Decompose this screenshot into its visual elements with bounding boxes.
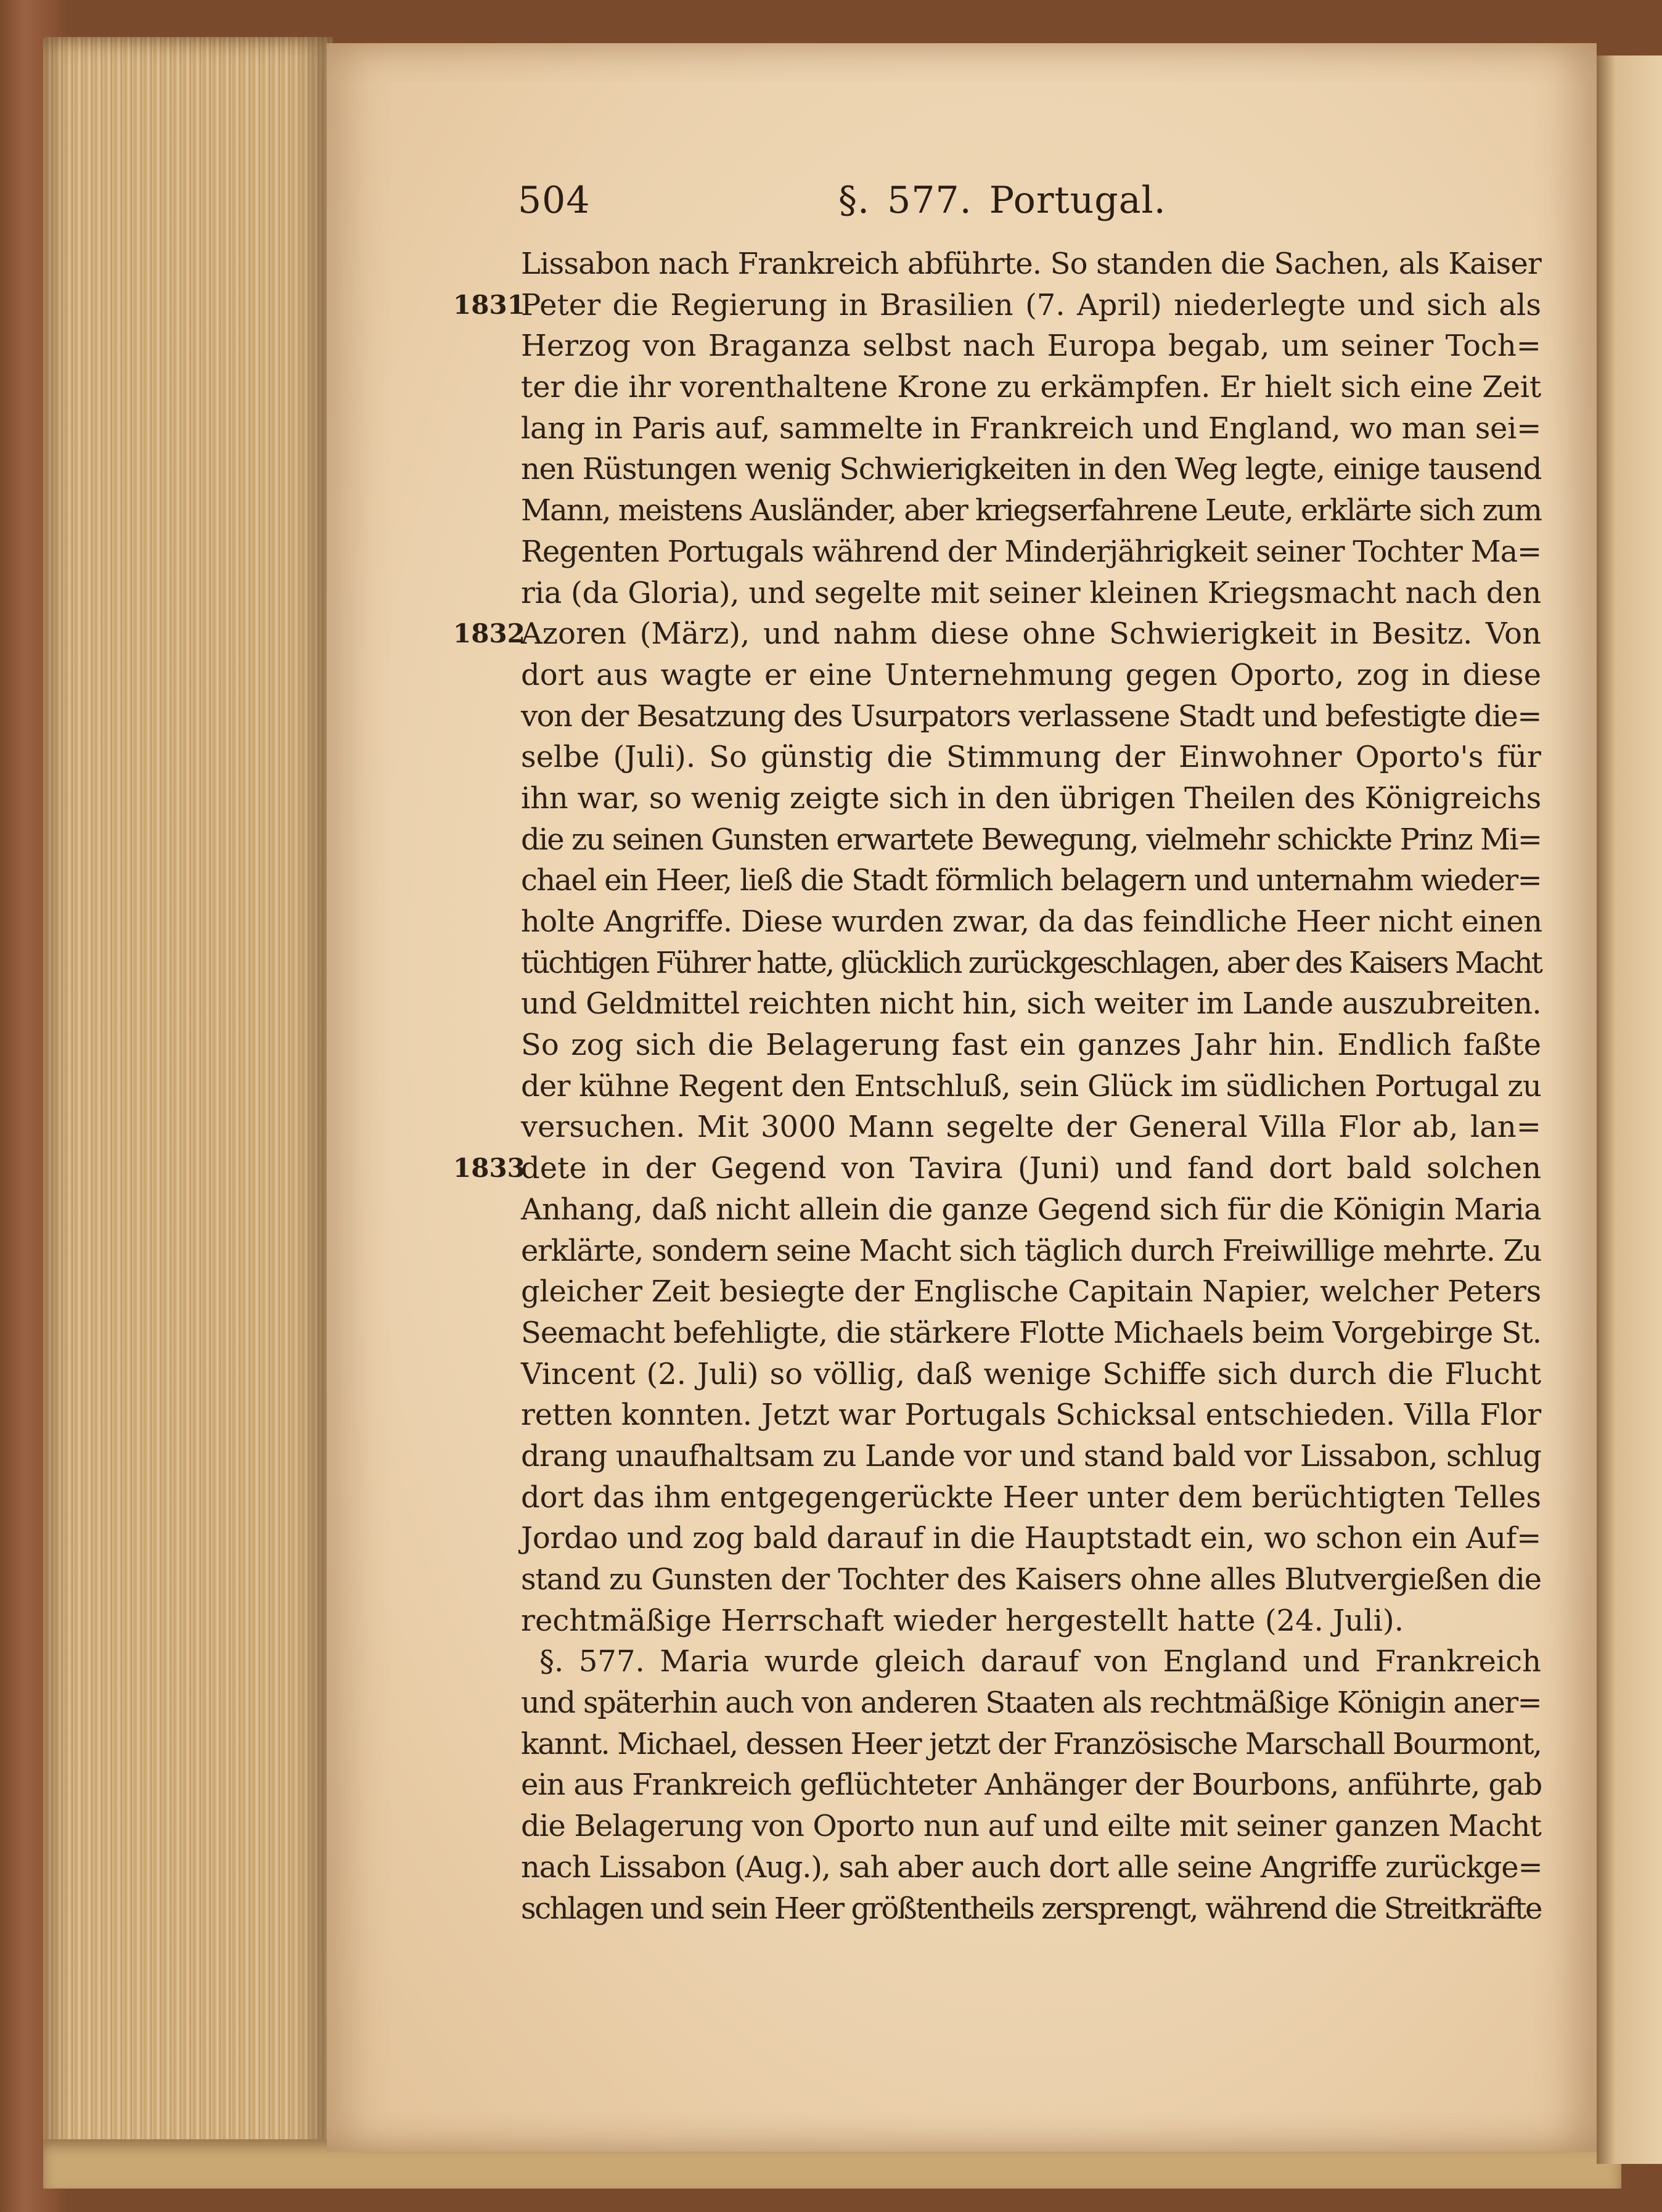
text-line — [521, 983, 1541, 1025]
line-text: retten konnten. Jetzt war Portugals Schicksal entschieden. Villa Flor — [521, 1398, 1541, 1433]
margin-year: 1832 — [453, 618, 525, 649]
text-line — [521, 1189, 1541, 1231]
text-line — [521, 655, 1541, 696]
text-line — [521, 1477, 1541, 1518]
page-title: §. 577. Portugal. — [838, 179, 1166, 222]
text-line — [521, 1518, 1541, 1559]
text-line — [521, 1066, 1541, 1107]
line-text: und späterhin auch von anderen Staaten als rechtmäßige Königin aner= — [521, 1686, 1542, 1721]
line-text: Azoren (März), und nahm diese ohne Schwierigkeit in Besitz. Von — [521, 616, 1541, 652]
line-text: nach Lissabon (Aug.), sah aber auch dort alle seine Angriffe zurückge= — [521, 1849, 1542, 1885]
text-line — [521, 1271, 1541, 1313]
text-line — [521, 1559, 1541, 1600]
text-line — [521, 1764, 1541, 1806]
line-text: selbe (Juli). So günstig die Stimmung der Einwohner Oporto's für — [521, 740, 1541, 775]
text-line — [521, 737, 1541, 778]
line-text: ria (da Gloria), und segelte mit seiner kleinen Kriegsmacht nach den — [521, 575, 1541, 610]
line-text: Regenten Portugals während der Minderjährigkeit seiner Tochter Ma= — [521, 534, 1542, 569]
text-line — [521, 901, 1541, 943]
line-text: ihn war, so wenig zeigte sich in den übrigen Theilen des Königreichs — [521, 780, 1541, 816]
text-line — [521, 1641, 1541, 1682]
line-text: tüchtigen Führer hatte, glücklich zurückgeschlagen, aber des Kaisers Macht — [521, 945, 1541, 980]
page-edges — [43, 37, 333, 2176]
line-text: dete in der Gegend von Tavira (Juni) und fand dort bald solchen — [521, 1151, 1541, 1186]
margin-year: 1831 — [453, 289, 525, 320]
line-text: dort aus wagte er eine Unternehmung gegen Oporto, zog in diese — [521, 657, 1541, 692]
text-line — [521, 1395, 1541, 1436]
line-text: drang unaufhaltsam zu Lande vor und stand bald vor Lissabon, schlug — [521, 1438, 1541, 1473]
line-text: ein aus Frankreich geflüchteter Anhänger der Bourbons, anführte, gab — [521, 1768, 1542, 1803]
line-text: Jordao und zog bald darauf in die Hauptstadt ein, wo schon ein Auf= — [521, 1521, 1542, 1556]
line-text: dort das ihm entgegengerückte Heer unter dem berüchtigten Telles — [521, 1480, 1541, 1515]
line-text: erklärte, sondern seine Macht sich täglich durch Freiwillige mehrte. Zu — [521, 1233, 1541, 1268]
text-line — [521, 1354, 1541, 1395]
line-text: ter die ihr vorenthaltene Krone zu erkämpfen. Er hielt sich eine Zeit — [521, 370, 1542, 405]
text-line — [521, 1682, 1541, 1724]
text-line — [521, 1806, 1541, 1847]
margin-year: 1833 — [453, 1153, 525, 1184]
line-text: holte Angriffe. Diese wurden zwar, da das feindliche Heer nicht einen — [521, 904, 1542, 939]
line-text: gleicher Zeit besiegte der Englische Capitain Napier, welcher Peters — [521, 1274, 1542, 1309]
line-text: stand zu Gunsten der Tochter des Kaisers ohne alles Blutvergießen die — [521, 1562, 1541, 1597]
text-line — [453, 285, 1541, 326]
text-line — [521, 696, 1541, 737]
line-text: So zog sich die Belagerung fast ein ganzes Jahr hin. Endlich faßte — [521, 1028, 1541, 1063]
line-text: Lissabon nach Frankreich abführte. So standen die Sachen, als Kaiser — [521, 247, 1541, 281]
text-line — [521, 326, 1541, 367]
text-line — [453, 613, 1541, 655]
text-line — [521, 367, 1541, 408]
line-text: versuchen. Mit 3000 Mann segelte der General Villa Flor ab, lan= — [521, 1110, 1541, 1145]
text-line — [521, 573, 1541, 614]
line-text: schlagen und sein Heer größtentheils zersprengt, während die Streitkräfte — [521, 1891, 1542, 1926]
text-line — [521, 531, 1541, 573]
text-line — [521, 1436, 1541, 1477]
text-line — [521, 408, 1541, 449]
line-text: die Belagerung von Oporto nun auf und eilte mit seiner ganzen Macht — [521, 1809, 1541, 1844]
text-line — [521, 1313, 1541, 1354]
running-header — [518, 179, 1541, 234]
text-line — [521, 778, 1541, 819]
line-text: die zu seinen Gunsten erwartete Bewegung, vielmehr schickte Prinz Mi= — [521, 822, 1541, 857]
page-number: 504 — [518, 179, 591, 222]
text-line — [521, 1724, 1541, 1765]
text-line — [521, 1231, 1541, 1272]
line-text: Herzog von Braganza selbst nach Europa begab, um seiner Toch= — [521, 329, 1541, 364]
line-text: der kühne Regent den Entschluß, sein Glück im südlichen Portugal zu — [521, 1068, 1542, 1104]
line-text: von der Besatzung des Usurpators verlassene Stadt und befestigte die= — [521, 698, 1542, 734]
line-text: Mann, meistens Ausländer, aber kriegserfahrene Leute, erklärte sich zum — [521, 493, 1542, 528]
line-text: Peter die Regierung in Brasilien (7. April) niederlegte und sich als — [521, 287, 1541, 322]
text-line — [521, 490, 1541, 531]
text-line — [521, 449, 1541, 490]
text-line — [521, 1847, 1541, 1888]
text-line — [521, 244, 1541, 285]
text-line — [521, 943, 1541, 984]
body-text — [453, 244, 1542, 1929]
line-text: Anhang, daß nicht allein die ganze Gegend sich für die Königin Maria — [521, 1192, 1541, 1227]
text-line — [521, 819, 1541, 861]
line-text: nen Rüstungen wenig Schwierigkeiten in den Weg legte, einige tausend — [521, 452, 1541, 487]
line-text: Vincent (2. Juli) so völlig, daß wenige Schiffe sich durch die Flucht — [521, 1356, 1541, 1391]
text-line — [521, 1888, 1541, 1930]
text-line — [521, 1025, 1541, 1066]
text-line — [521, 1600, 1541, 1642]
line-text: §. 577. Maria wurde gleich darauf von England und Frankreich — [539, 1644, 1541, 1679]
facing-page-edge — [1597, 55, 1662, 2164]
line-text: kannt. Michael, dessen Heer jetzt der Französische Marschall Bourmont, — [521, 1726, 1542, 1761]
line-text: und Geldmittel reichten nicht hin, sich weiter im Lande auszubreiten. — [521, 986, 1542, 1022]
line-text: lang in Paris auf, sammelte in Frankreich und England, wo man sei= — [521, 411, 1541, 446]
line-text: chael ein Heer, ließ die Stadt förmlich belagern und unternahm wieder= — [521, 863, 1542, 898]
text-line — [521, 1107, 1541, 1148]
text-line — [453, 1148, 1541, 1189]
line-text: Seemacht befehligte, die stärkere Flotte Michaels beim Vorgebirge St. — [521, 1315, 1541, 1350]
text-line — [521, 860, 1541, 901]
line-text: rechtmäßige Herrschaft wieder hergestellt hatte (24. Juli). — [521, 1603, 1404, 1638]
